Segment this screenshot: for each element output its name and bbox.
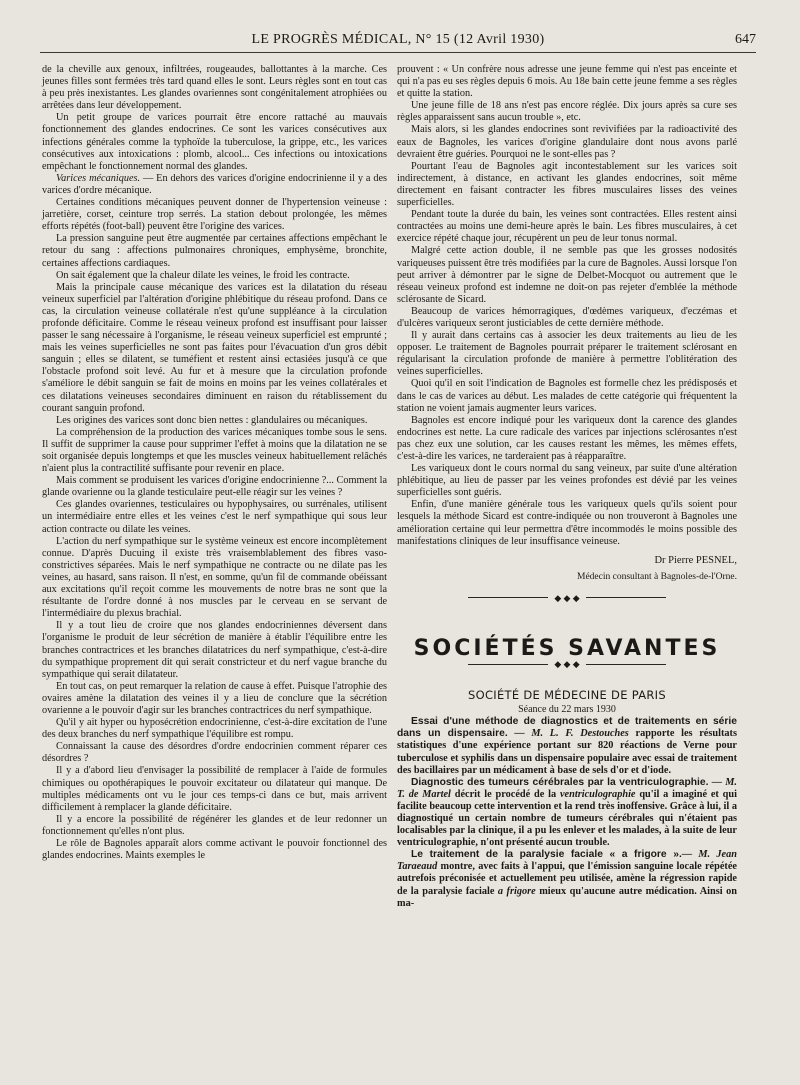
paragraph-varices-mecaniques	[42, 173, 387, 197]
paragraph: Une jeune fille de 18 ans n'est pas encore réglée. Dix jours après sa cure ses règles apparaissent sans aucun trouble », etc.	[397, 100, 737, 124]
paragraph: Quoi qu'il en soit l'indication de Bagnoles est formelle chez les prédisposés et dans le cas de varices au début. Les malades de cette catégorie qui fréquentent la station ne voient jamais augmenter leurs varices.	[397, 378, 737, 414]
abstract-italic: a frigore	[497, 885, 536, 897]
journal-title: LE PROGRÈS MÉDICAL, N° 15 (12 Avril 1930)	[251, 32, 545, 47]
paragraph: Enfin, d'une manière générale tous les variqueux quels qu'ils soient pour lesquels la méthode Sicard est contre-indiquée ou non trouveront à Bagnoles une amélioration certaine qui leur permettra d'être incommodés le moins possible des manifestations cliniques de leur insuffisance veineuse.	[397, 499, 737, 547]
paragraph: L'action du nerf sympathique sur le système veineux est encore incomplètement connue. D'après Ducuing il existe très vraisemblablement des fibres vaso-constrictives séparées. Mais le nerf sympathique ne contracte ou ne dilate pas les veines, au hasard, sans raison. Il n'est, en somme, qu'un fil de commande obéissant aux excitations qu'il reçoit comme les mouvements de notre bras ne sont que la résultante de l'ordre donné à nos muscles par le cerveau en se servant de l'intermédiaire du plexus brachial.	[42, 535, 387, 620]
paragraph: Il y a tout lieu de croire que nos glandes endocriniennes déversent dans l'organisme le produit de leur sécrétion de manière à établir l'équilibre entre les branches contractrices et les branches dilatatrices du nerf sympathique, c'est-à-dire du sympathique proprement dit qui serait constricteur et du nerf vague branche du sympathique qui serait dilatateur.	[42, 620, 387, 680]
paragraph: Les origines des varices sont donc bien nettes : glandulaires ou mécaniques.	[56, 414, 368, 426]
paragraph: Le rôle de Bagnoles apparaît alors comme activant le pouvoir fonctionnel des glandes endocrines. Maints exemples le	[42, 838, 387, 862]
divider-line	[586, 664, 666, 665]
paragraph: Connaissant la cause des désordres d'ordre endocrinien comment réparer ces désordres ?	[42, 741, 387, 765]
session-date: Séance du 22 mars 1930	[518, 704, 616, 716]
section-divider	[397, 593, 737, 603]
author-role: Médecin consultant à Bagnoles-de-l'Orne.	[577, 571, 737, 582]
abstract-author: — M. L. F. Destouches	[507, 728, 629, 740]
paragraph: Un petit groupe de varices pourrait être encore rattaché au mauvais fonctionnement des glandes endocrines. Ce sont les varices consécutives aux infections générales comme la typhoïde la tuberculose, la grippe, etc., les varices consécutives aux intoxications : plomb, alcool... Ces infections ou intoxications empêchant le fonctionnement normal des glandes.	[42, 112, 387, 172]
page-number: 647	[735, 32, 756, 47]
paragraph: Les variqueux dont le cours normal du sang veineux, par suite d'une altération phlébitique, au lieu de passer par les veines profondes est dévié par les veines superficielles sont guéris.	[397, 463, 737, 499]
paragraph: Il y aurait dans certains cas à associer les deux traitements au lieu de les opposer. Le traitement de Bagnoles pourrait préparer le traitement sclérosant en régularisant la circulation profonde de manière à permettre l'oblitération des veines superficielles.	[397, 330, 737, 378]
paragraph: Malgré cette action double, il ne semble pas que les grosses nodosités variqueuses puissent être très modifiées par la cure de Bagnoles. Aussi lorsque l'on peut arriver à démontrer par le signe de Delbet-Mocquot ou autrement que le réseau veineux profond est indemne ne doit-on pas rejeter d'emblée la méthode sclérosante de Sicard.	[397, 245, 737, 305]
abstract-author: — M. Jean Taraeaud	[397, 849, 737, 873]
divider-line	[468, 597, 548, 598]
abstract-text: décrit le procédé de la	[450, 788, 560, 800]
paragraph: Beaucoup de varices hémorragiques, d'œdèmes variqueux, d'eczémas et d'ulcères variqueux seront justiciables de cette dernière méthode.	[397, 305, 737, 329]
paragraph: Pendant toute la durée du bain, les veines sont contractées. Elles restent ainsi contractées au moins une demi-heure après le bain. Les fibres musculaires, à cet exercice répété chaque jour, récupèrent un peu de leur tonus normal.	[397, 209, 737, 245]
author-name: Dr Pierre PESNEL,	[654, 554, 737, 566]
paragraph: Il y a d'abord lieu d'envisager la possibilité de remplacer à l'aide de formules chimiques ou opothérapiques le pouvoir excitateur ou dilatateur qui manque. De multiples médicaments ont vu le jour ces temps-ci dans ce but, mais arrivent difficilement à remplacer la glande déficitaire.	[42, 765, 387, 813]
abstract-text: rapporte les résultats statistiques d'une expérience portant sur 820 réactions de Verne pour tuberculose et syphilis dans un dispensaire populaire avec essai de traitement des bacillaires par un médicament à base de sels d'or et d'iode.	[397, 728, 737, 776]
abstract-item	[397, 777, 737, 850]
paragraph: La compréhension de la production des varices mécaniques tombe sous le sens. Il suffit de supprimer la cause pour supprimer l'effet à moins que la dilatation ne se soit organisée depuis longtemps et que les muscles veineux habituellement relâchés n'aient plus la contractilité suffisante pour revenir en place.	[42, 426, 387, 475]
paragraph-text: — En dehors des varices d'origine endocrinienne il y a des varices d'ordre mécanique.	[42, 172, 388, 196]
abstract-italic: ventriculographie	[559, 788, 636, 800]
paragraph: Qu'il y ait hyper ou hyposécrétion endocrinienne, c'est-à-dire excitation de l'une des deux branches du nerf sympathique l'équilibre est rompu.	[42, 717, 387, 741]
paragraph: Mais la principale cause mécanique des varices est la dilatation du réseau veineux superficiel par l'altération d'origine phlébitique du réseau profond. Dans ce cas, la circulation veineuse collatérale n'est qu'une suppléance à la circulation profonde déficitaire. Comme le réseau veineux profond est insuffisant pour laisser passer le sang nécessaire à l'organisme, le réseau veineux superficiel est emprunté ; mais les veines superficielles ne sont pas faites pour l'évacuation d'un gros débit sanguin ; elles se dilatent, se tuméfient et restent ainsi ectasiées jusqu'à ce que l'obstacle profond soit levé. Au fur et à mesure que la circulation profonde s'améliore le débit sanguin se fait de moins en moins par les veines collatérales et ces dilatations veineuses secondaires diminuent en raison du rétablissement du courant sanguin profond.	[42, 281, 387, 414]
paragraph: Certaines conditions mécaniques peuvent donner de l'hypertension veineuse : jarretière, corset, ceinture trop serrés. La station debout prolongée, les mêmes efforts répétés (foot-ball) peuvent être l'origine des varices.	[42, 197, 387, 233]
ornament-diamond-icon: ◆ ◆ ◆	[554, 658, 580, 669]
paragraph: En tout cas, on peut remarquer la relation de cause à effet. Puisque l'atrophie des ovaires amène la dilatation des veines il y a lieu de conclure que la sécrétion ovarienne a le pouvoir d'agir sur les branches contractrices du nerf sympathique.	[42, 680, 387, 716]
abstract-title: Diagnostic des tumeurs cérébrales par la ventriculographie.	[411, 776, 709, 788]
paragraph: Mais alors, si les glandes endocrines sont revivifiées par la radioactivité des eaux de Bagnoles, les varices d'origine glandulaire dont nous avons parlé devraient être guéries. Pourquoi ne le sont-elles pas ?	[397, 124, 737, 160]
society-name: SOCIÉTÉ DE MÉDECINE DE PARIS	[468, 688, 666, 703]
paragraph: Pourtant l'eau de Bagnoles agit incontestablement sur les varices soit indirectement, à distance, en activant les glandes endocrines, soit même directement en faisant contracter les fibres musculaires lisses des veines superficielles.	[397, 160, 737, 209]
abstract-title: Essai d'une méthode de diagnostics et de traitements en série dans un dispensaire.	[397, 716, 737, 740]
paragraph: prouvent : « Un confrère nous adresse une jeune femme qui n'est pas enceinte et qui n'a pas eu ses règles depuis 6 mois. Au 18e bain cette jeune femme a ses règles et quitte la station.	[397, 64, 737, 100]
divider-line	[468, 664, 548, 665]
italic-lead: Varices mécaniques.	[56, 172, 141, 184]
divider-line	[586, 597, 666, 598]
abstract-item	[397, 849, 737, 909]
paragraph: Bagnoles est encore indiqué pour les variqueux dont la carence des glandes endocrines est nette. La cure radicale des varices par injections sclérosantes n'est pas chez eux une solution, car les causes restant les mêmes, les mêmes effets, c'est-à-dire les varices, ne tarderaient pas à réapparaître.	[397, 414, 737, 462]
abstract-text: qu'il a imaginé et qui facilite beaucoup cette intervention et la rend très inoffensive. Grâce à lui, il a diagnostiqué un certain nombre de tumeurs cérébrales qui n'étaient pas localisables par la clinique, il a pu les enlever et les malades, à la suite de leur ventriculographie, n'ont présenté aucun trouble.	[397, 788, 737, 849]
abstract-text: mieux qu'aucune autre médication. Ainsi on ma-	[397, 885, 737, 909]
paragraph: Il y a encore la possibilité de régénérer les glandes et de leur redonner un fonctionnement qu'elles n'ont plus.	[42, 813, 387, 837]
abstract-author: — M. T. de Martel	[397, 776, 737, 800]
left-column	[42, 64, 387, 862]
page-header	[40, 30, 756, 53]
paragraph: Ces glandes ovariennes, testiculaires ou hypophysaires, ou surrénales, utilisent un intermédiaire entre elles et les veines c'est le nerf sympathique qui sous leur action contracte ou dilate les veines.	[42, 499, 387, 535]
abstract-title: Le traitement de la paralysie faciale « a frigore ».	[411, 849, 682, 861]
author-signature	[397, 555, 737, 583]
abstract-text: montre, avec faits à l'appui, que l'émission sanguine locale répétée autrefois préconisée et actuellement peu utilisée, amène la régression rapide de la paralysie faciale	[397, 861, 737, 897]
paragraph: On sait également que la chaleur dilate les veines, le froid les contracte.	[56, 269, 350, 281]
paragraph: La pression sanguine peut être augmentée par certaines affections empêchant le retour du sang : affections pulmonaires chroniques, emphysème, bronchite, certaines affections cardiaques.	[42, 233, 387, 269]
abstract-item	[397, 716, 737, 776]
paragraph: de la cheville aux genoux, infiltrées, rougeaudes, ballottantes à la marche. Ces jeunes filles sont fermées très tard quand elles le sont. Leurs règles sont en tout cas à peu près inexistantes. Les glandes ovariennes sont congénitalement atrophiées ou arrêtées dans leur développement.	[42, 64, 387, 112]
paragraph: Mais comment se produisent les varices d'origine endocrinienne ?... Comment la glande ovarienne ou la glande testiculaire peut-elle réagir sur les veines ?	[42, 475, 387, 499]
section-title: SOCIÉTÉS SAVANTES	[413, 635, 721, 661]
ornament-diamond-icon: ◆ ◆ ◆	[554, 592, 580, 603]
right-column	[397, 64, 737, 910]
